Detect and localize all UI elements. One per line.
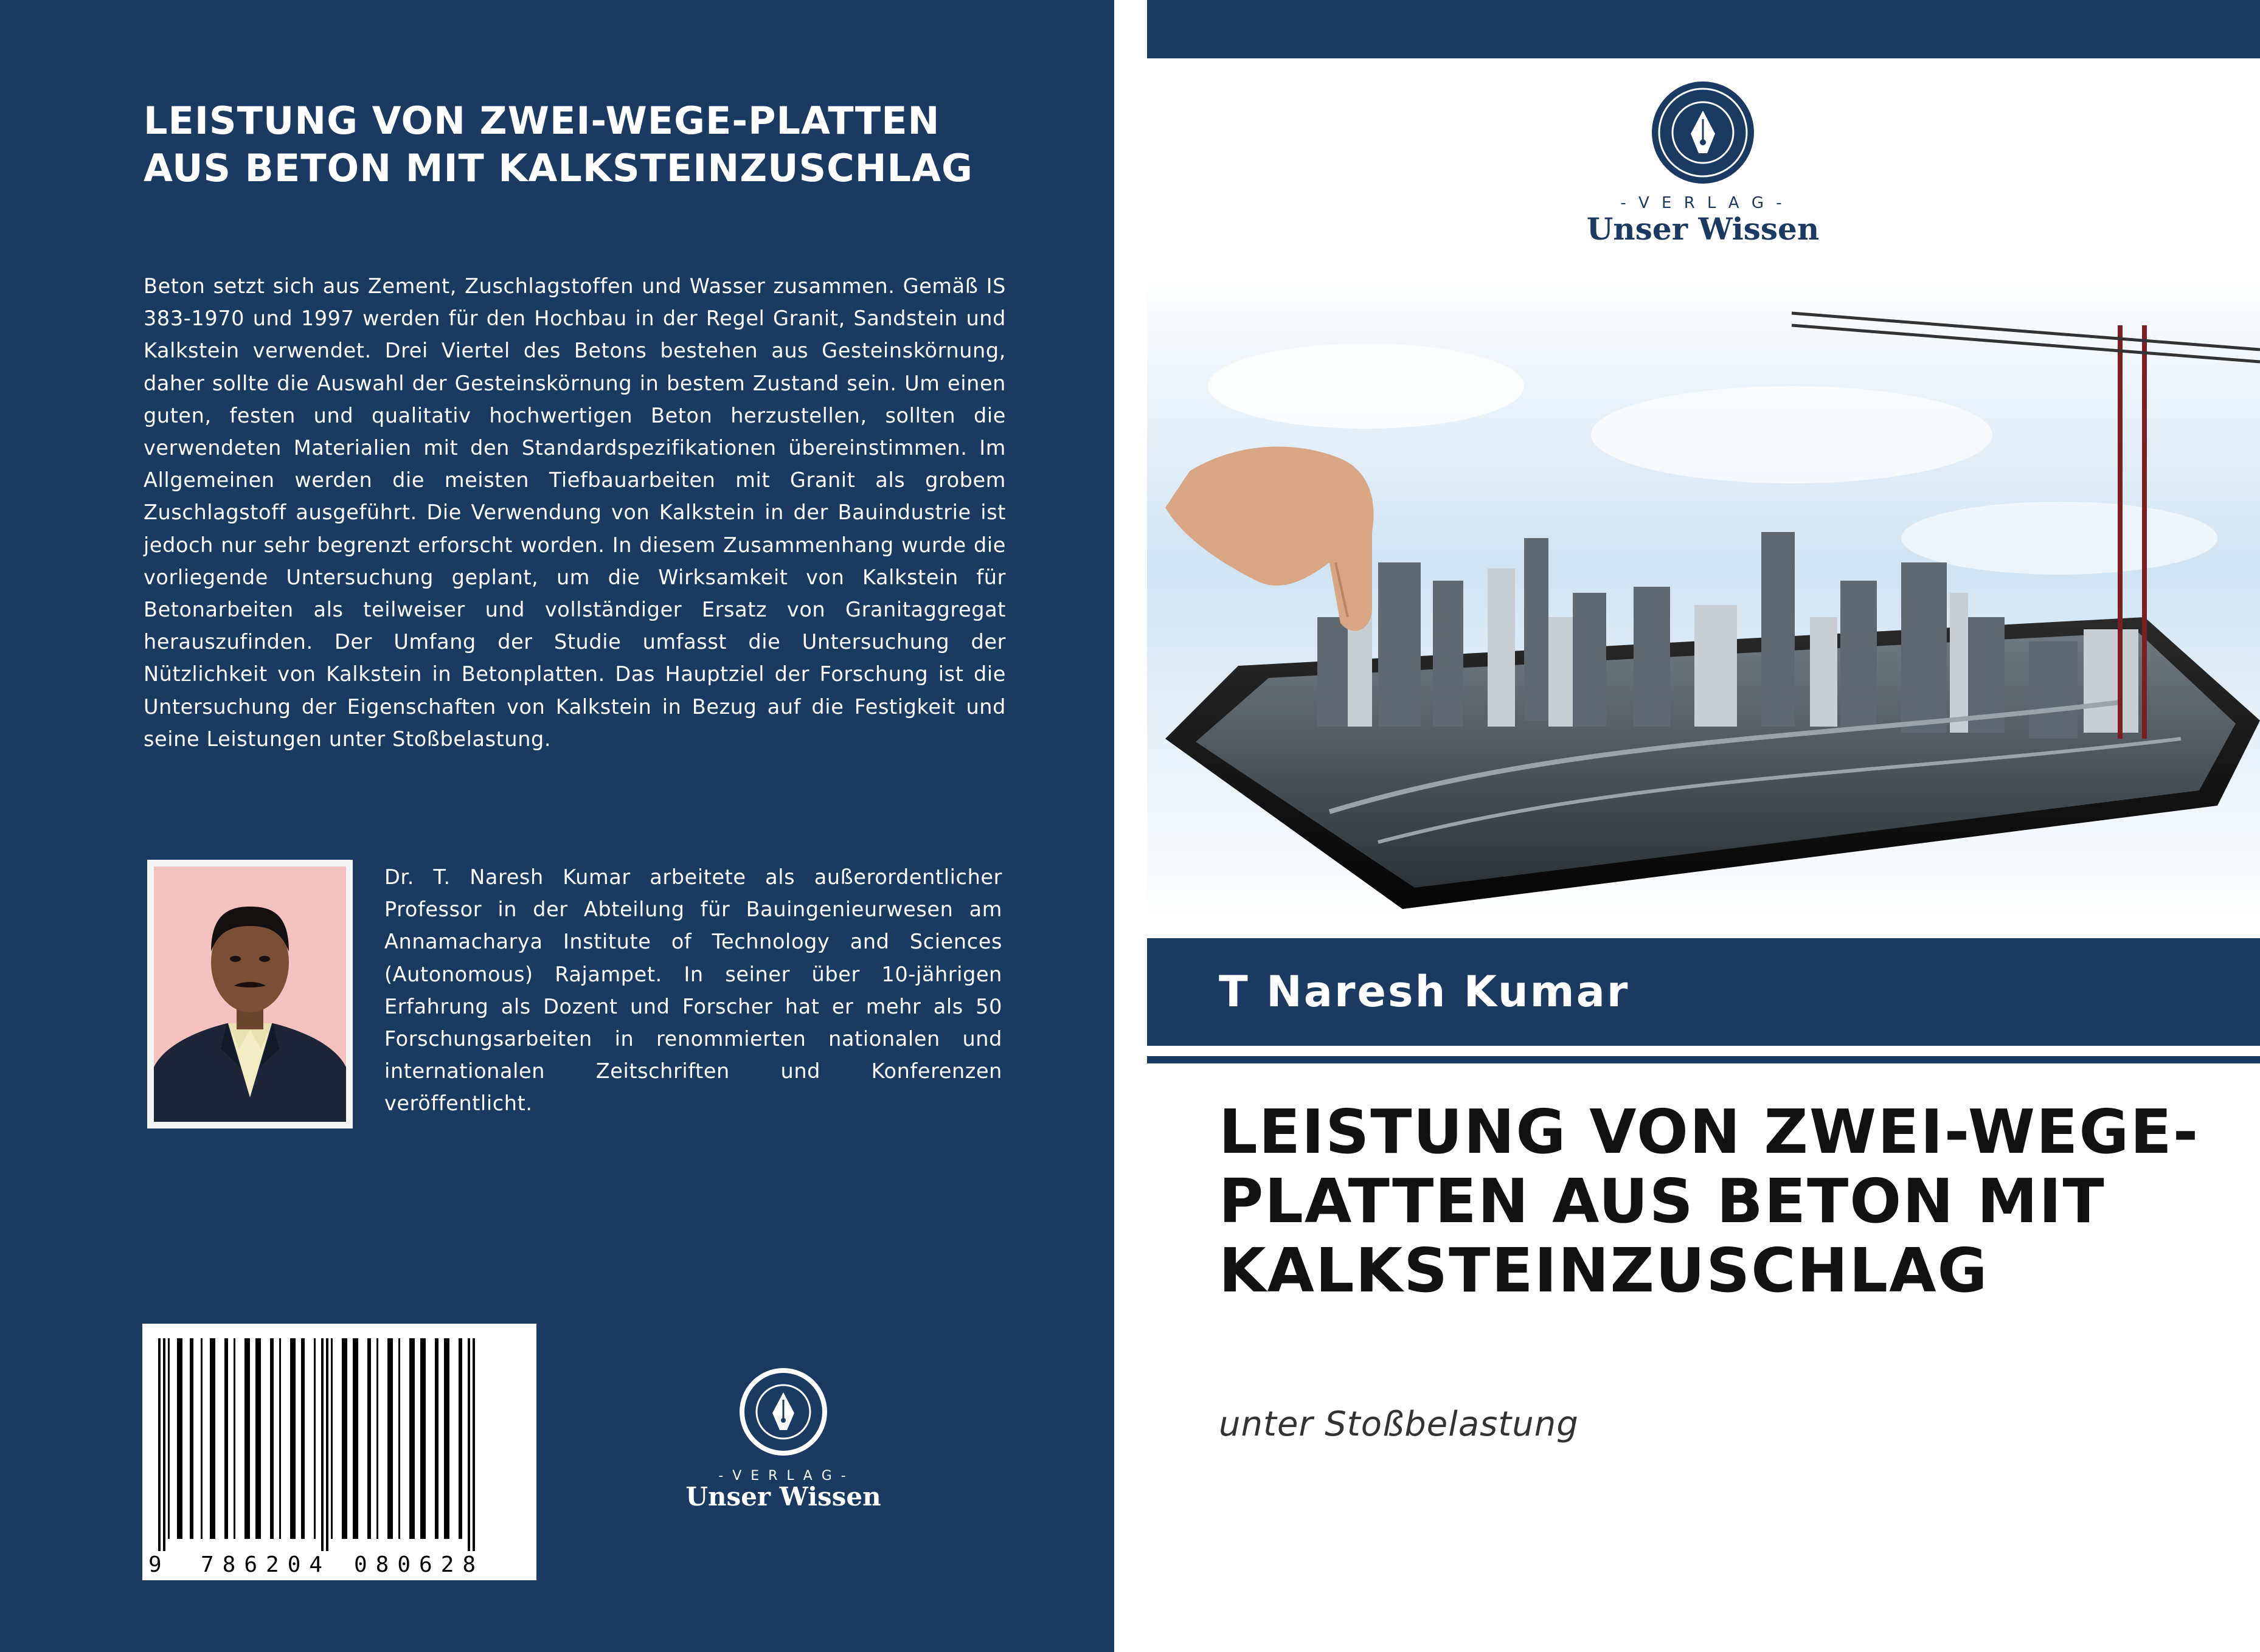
barcode-bar — [279, 1338, 281, 1539]
author-photo — [147, 860, 353, 1128]
barcode-bar — [473, 1338, 475, 1551]
barcode-bar — [163, 1338, 165, 1551]
barcode-bar — [459, 1338, 462, 1539]
isbn-barcode — [142, 1324, 536, 1580]
barcode-bar — [326, 1338, 328, 1551]
front-author-name: T Naresh Kumar — [1219, 967, 1630, 1017]
publisher-name: Unser Wissen — [685, 1482, 881, 1511]
cover-photo-graphic — [1147, 277, 2260, 921]
barcode-graphic — [142, 1324, 536, 1580]
front-cover-title: LEISTUNG VON ZWEI-WEGE-PLATTEN AUS BETON MIT KALKSTEINZUSCHLAG — [1219, 1096, 2200, 1306]
barcode-bar — [468, 1338, 470, 1551]
barcode-bar — [210, 1338, 215, 1539]
barcode-bar — [168, 1338, 170, 1539]
barcode-bar — [331, 1338, 333, 1539]
back-cover-blurb: Beton setzt sich aus Zement, Zuschlagstoffen und Wasser zusammen. Gemäß IS 383-1970 und 1997 werden für den Hochbau in der Regel Granit, Sandstein und Kalkstein verwendet. Drei Viertel des Betons bestehen aus Gesteinskörnung, daher sollte die Auswahl der Gesteinskörnung in bestem Zustand sein. Um einen guten, festen und qualitativ hochwertigen Beton herzustellen, sollten die verwendeten Materialien mit den Standardspezifikationen übereinstimmen. Im Allgemeinen werden die meisten Tiefbauarbeiten mit Granit als grobem Zuschlagstoff ausgeführt. Die Verwendung von Kalkstein in der Bauindustrie ist jedoch nur sehr begrenzt erforscht worden. In diesem Zusammenhang wurde die vorliegende Untersuchung geplant, um die Wirksamkeit von Kalkstein für Betonarbeiten als teilweiser und vollständiger Ersatz von Granitaggregat herauszufinden. Der Umfang der Studie umfasst die Untersuchung der Nützlichkeit von Kalkstein in Betonplatten. Das Hauptziel der Forschung ist die Untersuchung der Eigenschaften von Kalkstein in Bezug auf die Festigkeit und seine Leistungen unter Stoßbelastung. — [144, 274, 1006, 751]
barcode-bar — [435, 1338, 438, 1539]
barcode-bar — [244, 1338, 250, 1539]
publisher-logo-front — [1569, 79, 1837, 249]
barcode-bar — [201, 1338, 203, 1539]
barcode-bar — [342, 1338, 347, 1539]
isbn-digits-right: 080628 — [354, 1552, 485, 1577]
barcode-bar — [321, 1338, 324, 1551]
book-spine — [1114, 0, 1147, 1652]
back-cover-title: LEISTUNG VON ZWEI-WEGE-PLATTEN AUS BETON MIT KALKSTEINZUSCHLAG — [144, 98, 973, 190]
barcode-bar — [177, 1338, 182, 1539]
barcode-bar — [420, 1338, 426, 1539]
barcode-bar — [314, 1338, 316, 1539]
publisher-name: Unser Wissen — [1586, 211, 1820, 247]
cover-photo — [1147, 277, 2260, 921]
author-bio: Dr. T. Naresh Kumar arbeitete als außerordentlicher Professor in der Abteilung für Bauingenieurwesen am Annamacharya Institute of Technology and Sciences (Autonomous) Rajampet. In seiner über 10-jährigen Erfahrung als Dozent und Forscher hat er mehr als 50 Forschungsarbeiten in renommierten nationalen und internationalen Zeitschriften und Konferenzen veröffentlicht. — [384, 865, 1002, 1116]
barcode-bar — [376, 1338, 378, 1539]
barcode-bar — [270, 1338, 274, 1539]
barcode-bar — [301, 1338, 305, 1539]
barcode-bar — [367, 1338, 371, 1539]
front-cover-subtitle: unter Stoßbelastung — [1219, 1405, 1579, 1444]
author-portrait-image — [154, 866, 346, 1122]
back-cover — [0, 0, 1114, 1652]
isbn-digit-first: 9 — [148, 1552, 162, 1577]
publisher-logo-back — [650, 1362, 917, 1511]
barcode-bar — [444, 1338, 449, 1539]
barcode-bar — [224, 1338, 228, 1539]
barcode-bar — [255, 1338, 261, 1539]
barcode-bar — [387, 1338, 393, 1539]
barcode-bar — [290, 1338, 296, 1539]
front-top-bar — [1147, 0, 2260, 58]
barcode-bar — [353, 1338, 358, 1539]
isbn-digits-left: 786204 — [201, 1552, 331, 1577]
barcode-bar — [190, 1338, 193, 1539]
barcode-bar — [158, 1338, 161, 1551]
front-divider-rule — [1147, 1056, 2260, 1063]
barcode-bar — [409, 1338, 415, 1539]
publisher-verlag-label: - V E R L A G - — [1620, 194, 1786, 212]
barcode-bar — [398, 1338, 400, 1539]
barcode-bar — [234, 1338, 235, 1539]
author-band — [1147, 938, 2260, 1046]
publisher-verlag-label: - V E R L A G - — [718, 1468, 848, 1484]
